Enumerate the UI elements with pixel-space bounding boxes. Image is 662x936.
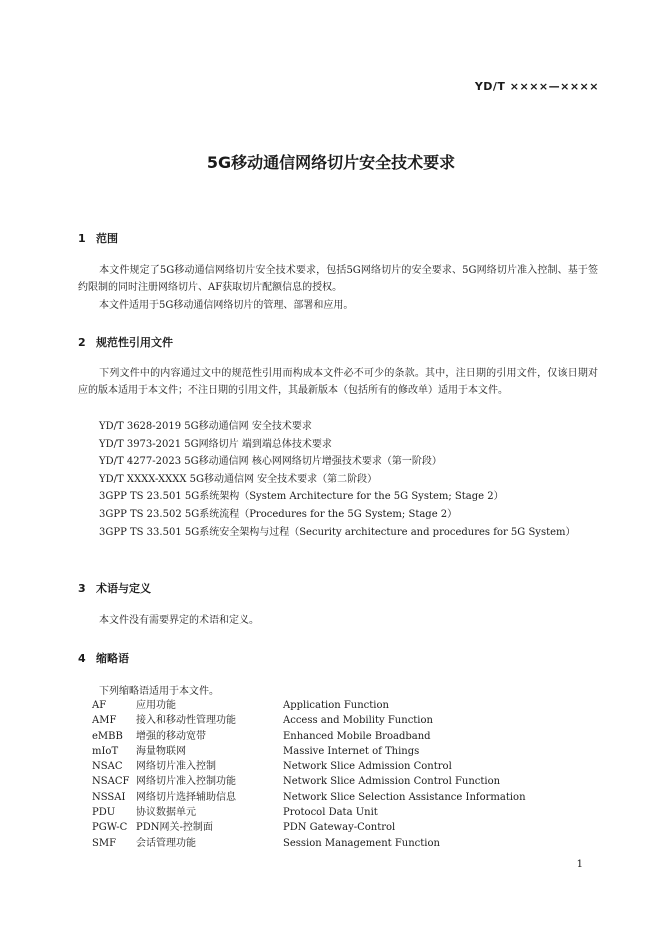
abbr-chinese: 海量物联网 <box>136 745 186 757</box>
scope-paragraph-2 <box>78 297 598 314</box>
abbr-chinese: 接入和移动性管理功能 <box>136 715 236 727</box>
abbr-code: mIoT <box>92 745 119 757</box>
abbreviation-row <box>92 774 526 789</box>
section-title: 范围 <box>96 232 118 245</box>
abbr-chinese: 协议数据单元 <box>136 807 196 819</box>
abbr-code: NSACF <box>92 776 130 788</box>
abbreviation-list <box>92 698 526 851</box>
reference-list <box>78 418 598 541</box>
abbr-english: Session Management Function <box>283 837 440 849</box>
abbr-english: Application Function <box>283 700 389 711</box>
reference-item: YD/T 4277-2023 5G移动通信网 核心网网络切片增强技术要求（第一阶段） <box>99 456 442 468</box>
terms-text: 本文件没有需要界定的术语和定义。 <box>99 615 259 626</box>
abbr-chinese: 应用功能 <box>136 700 176 711</box>
abbreviation-row <box>92 759 526 774</box>
abbr-chinese: 网络切片选择辅助信息 <box>136 791 236 803</box>
abbr-code: SMF <box>92 837 117 849</box>
abbr-code: AMF <box>92 715 117 727</box>
abbreviation-row <box>92 790 526 805</box>
reference-item: YD/T 3628-2019 5G移动通信网 安全技术要求 <box>99 421 312 432</box>
abbr-chinese: 网络切片准入控制 <box>136 761 216 773</box>
section-title: 术语与定义 <box>96 582 151 595</box>
abbr-code: AF <box>92 700 107 711</box>
abbr-chinese: PDN网关-控制面 <box>136 822 213 834</box>
abbreviation-row <box>92 836 526 851</box>
abbreviation-row <box>92 698 526 713</box>
abbr-english: Enhanced Mobile Broadband <box>283 730 431 742</box>
abbr-english: Protocol Data Unit <box>283 807 378 819</box>
scope-text-2: 本文件适用于5G移动通信网络切片的管理、部署和应用。 <box>99 300 354 311</box>
section-number: 4 <box>78 652 86 665</box>
abbr-english: Network Slice Admission Control <box>283 761 452 773</box>
abbreviation-row <box>92 744 526 759</box>
section-number: 2 <box>78 336 86 349</box>
page-number: 1 <box>576 859 583 870</box>
document-id: YD/T ××××—×××× <box>474 80 599 93</box>
reference-item: 3GPP TS 23.502 5G系统流程（Procedures for the 5G System; Stage 2） <box>99 508 458 520</box>
abbr-english: Access and Mobility Function <box>283 715 433 727</box>
abbr-english: Massive Internet of Things <box>283 745 420 757</box>
section-number: 3 <box>78 582 86 595</box>
section-title: 缩略语 <box>96 652 129 665</box>
document-title: 5G移动通信网络切片安全技术要求 <box>206 153 456 172</box>
abbreviation-row <box>92 713 526 728</box>
abbr-code: NSSAI <box>92 791 126 803</box>
section-number: 1 <box>78 232 86 245</box>
abbreviation-row <box>92 820 526 835</box>
abbr-code: PGW-C <box>92 822 128 834</box>
terms-paragraph <box>78 612 598 629</box>
reference-item: 3GPP TS 23.501 5G系统架构（System Architecture for the 5G System; Stage 2） <box>99 491 504 503</box>
reference-item: 3GPP TS 33.501 5G系统安全架构与过程（Security architecture and procedures for 5G System） <box>99 526 576 538</box>
abbr-english: Network Slice Selection Assistance Information <box>283 791 526 803</box>
scope-text-1: 本文件规定了5G移动通信网络切片安全技术要求，包括5G网络切片的安全要求、5G网络切片准入控制、基于签约限制的同时注册网络切片、AF获取切片配额信息的授权。 <box>78 265 598 293</box>
section-title: 规范性引用文件 <box>96 336 173 349</box>
abbr-english: Network Slice Admission Control Function <box>283 776 501 788</box>
abbr-english: PDN Gateway-Control <box>283 822 396 834</box>
section-heading-terms <box>78 580 151 596</box>
refs-intro-text: 下列文件中的内容通过文中的规范性引用而构成本文件必不可少的条款。其中，注日期的引用文件，仅该日期对应的版本适用于本文件；不注日期的引用文件，其最新版本（包括所有的修改单）适用于本文件。 <box>78 368 598 396</box>
abbr-code: PDU <box>92 807 116 819</box>
abbr-chinese: 增强的移动宽带 <box>136 730 206 742</box>
abbr-intro: 下列缩略语适用于本文件。 <box>99 686 219 697</box>
abbr-chinese: 网络切片准入控制功能 <box>136 776 236 788</box>
abbr-code: NSAC <box>92 761 123 773</box>
section-heading-abbr <box>78 650 129 666</box>
scope-paragraph-1 <box>78 262 598 296</box>
abbr-chinese: 会话管理功能 <box>136 837 196 849</box>
abbreviation-row <box>92 729 526 744</box>
section-heading-scope <box>78 230 118 246</box>
section-heading-refs <box>78 334 173 350</box>
reference-item: YD/T XXXX-XXXX 5G移动通信网 安全技术要求（第二阶段） <box>99 473 378 485</box>
abbr-code: eMBB <box>92 730 123 742</box>
refs-intro-paragraph <box>78 365 598 399</box>
abbreviation-row <box>92 805 526 820</box>
reference-item: YD/T 3973-2021 5G网络切片 端到端总体技术要求 <box>99 438 332 450</box>
